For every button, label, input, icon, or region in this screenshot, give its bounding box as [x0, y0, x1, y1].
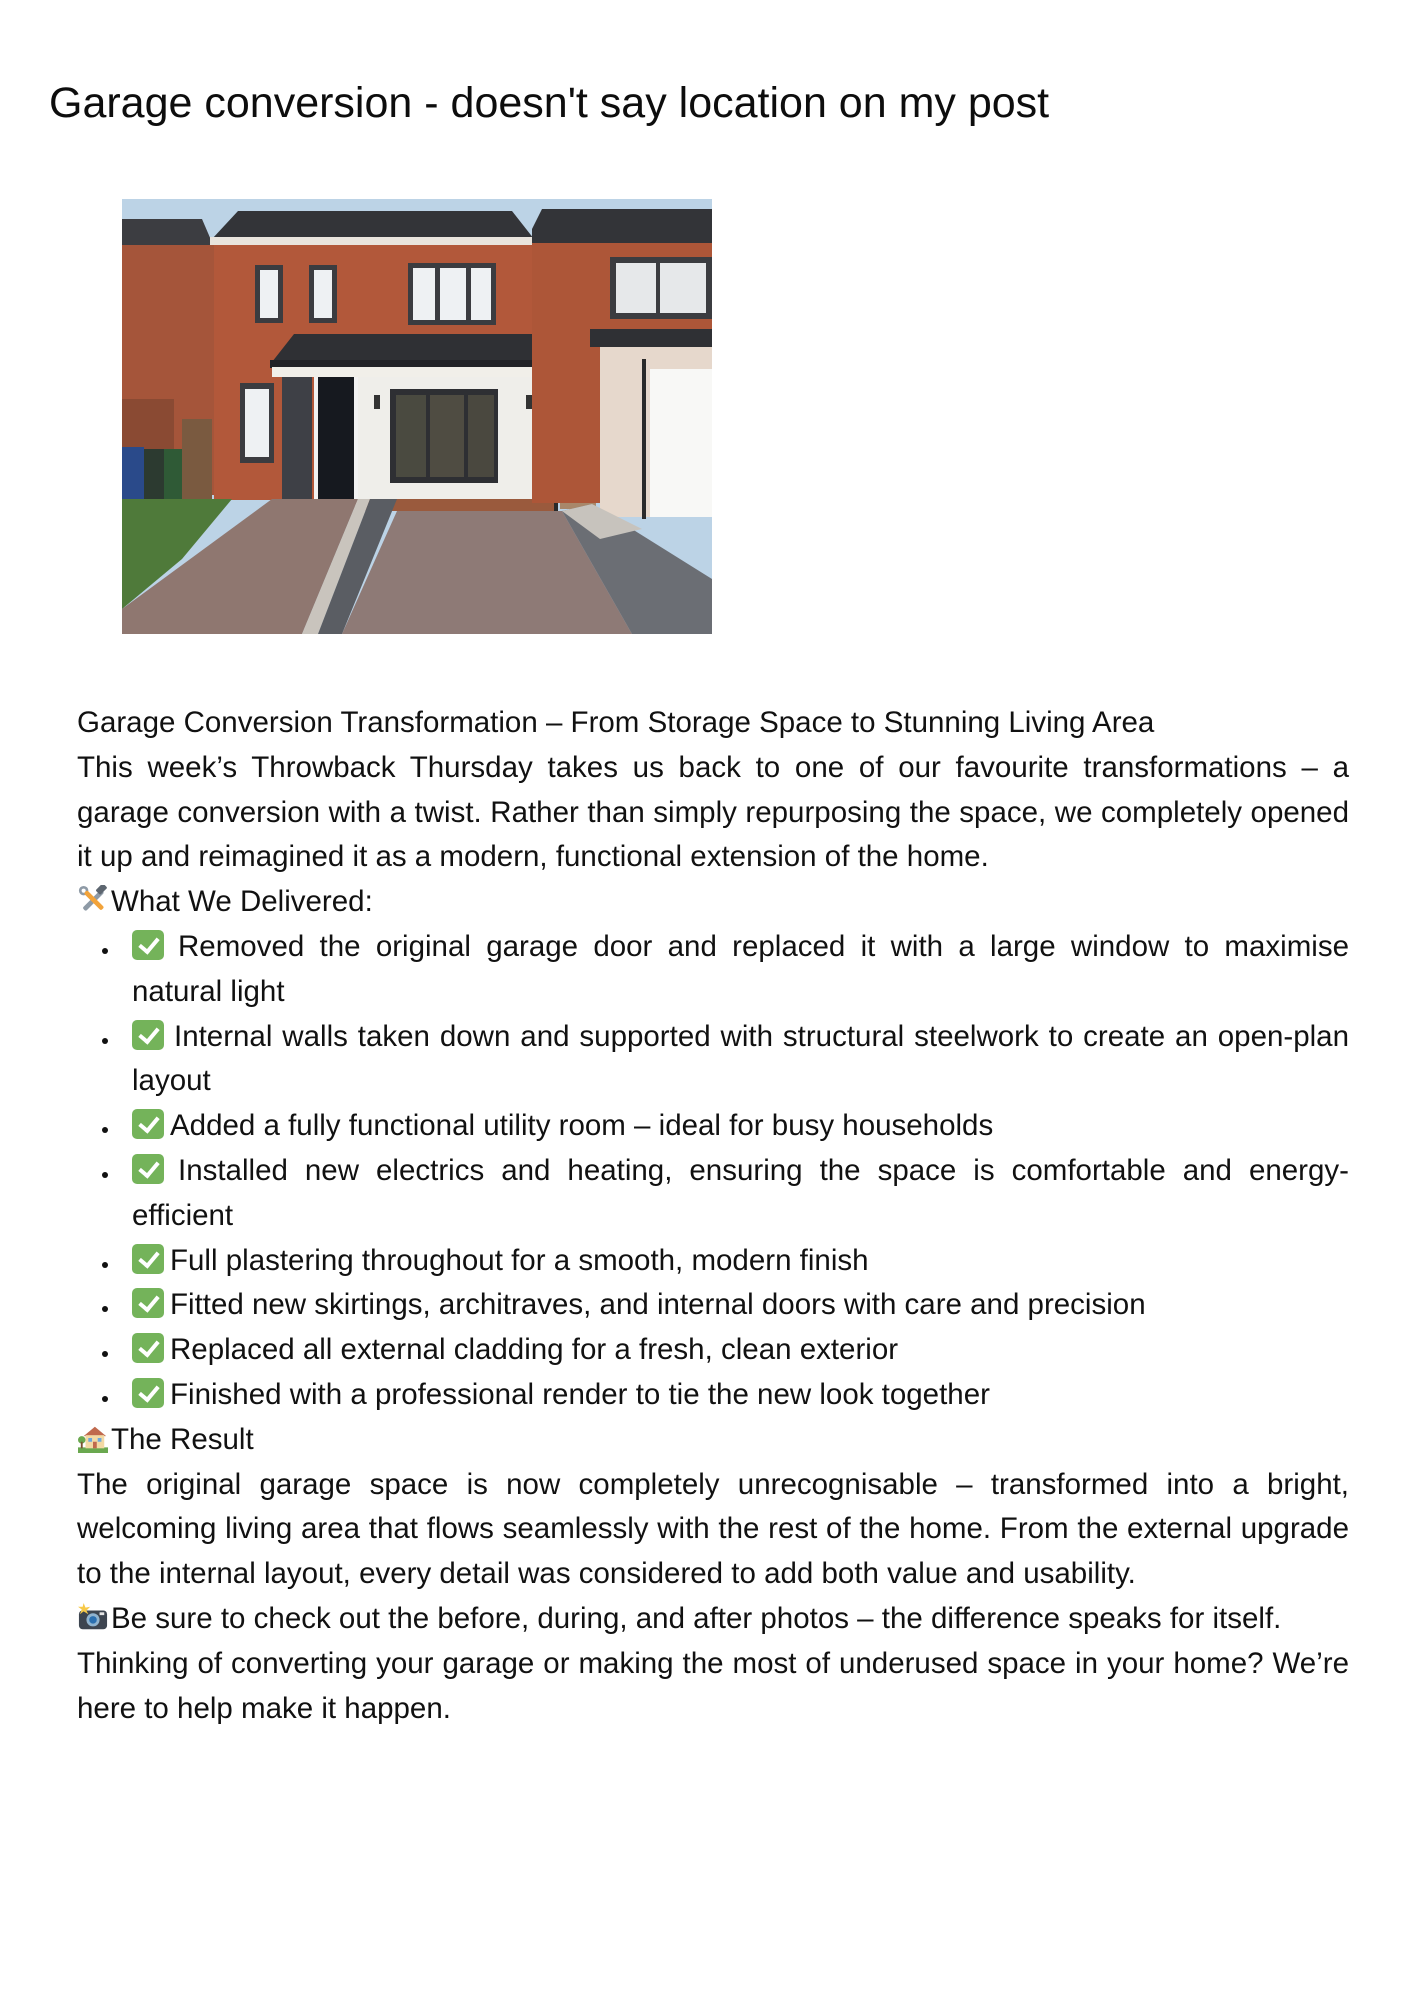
- list-item-text: Removed the original garage door and replaced it with a large window to maximise natural light: [132, 929, 1349, 1008]
- list-item: [132, 1239, 1349, 1284]
- post-headline: Garage Conversion Transformation – From Storage Space to Stunning Living Area: [77, 706, 1155, 739]
- house-photo-illustration: [122, 199, 712, 634]
- check-mark-button-icon: [132, 1020, 164, 1050]
- post-intro: This week’s Throwback Thursday takes us back to one of our favourite transformations – a garage conversion with a twist. Rather than simply repurposing the space, we completely opened it up and reimagined it as a modern, functional extension of the home.: [77, 750, 1349, 874]
- photos-note: [77, 1597, 1349, 1642]
- list-item-text: Replaced all external cladding for a fresh, clean exterior: [170, 1333, 899, 1367]
- list-item-text: Added a fully functional utility room – ideal for busy households: [170, 1109, 994, 1143]
- deliverables-list: [77, 925, 1349, 1418]
- delivered-heading-text: What We Delivered:: [111, 885, 373, 919]
- check-mark-button-icon: [132, 930, 164, 960]
- check-mark-button-icon: [132, 1244, 164, 1274]
- house-photo: [122, 199, 712, 634]
- list-item: [132, 1328, 1349, 1373]
- list-item-text: Finished with a professional render to tie the new look together: [170, 1377, 990, 1411]
- closing-text: Thinking of converting your garage or making the most of underused space in your home? We’re here to help make it happen.: [77, 1646, 1349, 1725]
- list-item-text: Installed new electrics and heating, ensuring the space is comfortable and energy-efficient: [132, 1153, 1349, 1232]
- page-title: Garage conversion - doesn't say location on my post: [49, 79, 1050, 127]
- list-item: [132, 1373, 1349, 1418]
- result-heading: [77, 1418, 1349, 1463]
- list-item: [132, 925, 1349, 1015]
- check-mark-button-icon: [132, 1109, 164, 1139]
- delivered-heading: [77, 880, 1349, 925]
- list-item: [132, 1149, 1349, 1239]
- list-item: [132, 1283, 1349, 1328]
- check-mark-button-icon: [132, 1288, 164, 1318]
- list-item-text: Fitted new skirtings, architraves, and internal doors with care and precision: [170, 1288, 1146, 1322]
- check-mark-button-icon: [132, 1378, 164, 1408]
- check-mark-button-icon: [132, 1333, 164, 1363]
- list-item: [132, 1104, 1349, 1149]
- hammer-and-wrench-icon: [77, 885, 109, 915]
- post-body: [77, 701, 1349, 1731]
- house-with-garden-icon: [77, 1423, 109, 1453]
- camera-with-flash-icon: [77, 1602, 109, 1632]
- photos-note-text: Be sure to check out the before, during, and after photos – the difference speaks for itself.: [111, 1601, 1282, 1635]
- result-heading-text: The Result: [111, 1422, 254, 1456]
- list-item: [132, 1015, 1349, 1105]
- list-item-text: Full plastering throughout for a smooth, modern finish: [170, 1243, 869, 1277]
- result-text: The original garage space is now completely unrecognisable – transformed into a bright, welcoming living area that flows seamlessly with the rest of the home. From the external upgrade to the internal layout, every detail was considered to add both value and usability.: [77, 1467, 1349, 1591]
- list-item-text: Internal walls taken down and supported with structural steelwork to create an open-plan layout: [132, 1019, 1349, 1098]
- check-mark-button-icon: [132, 1154, 164, 1184]
